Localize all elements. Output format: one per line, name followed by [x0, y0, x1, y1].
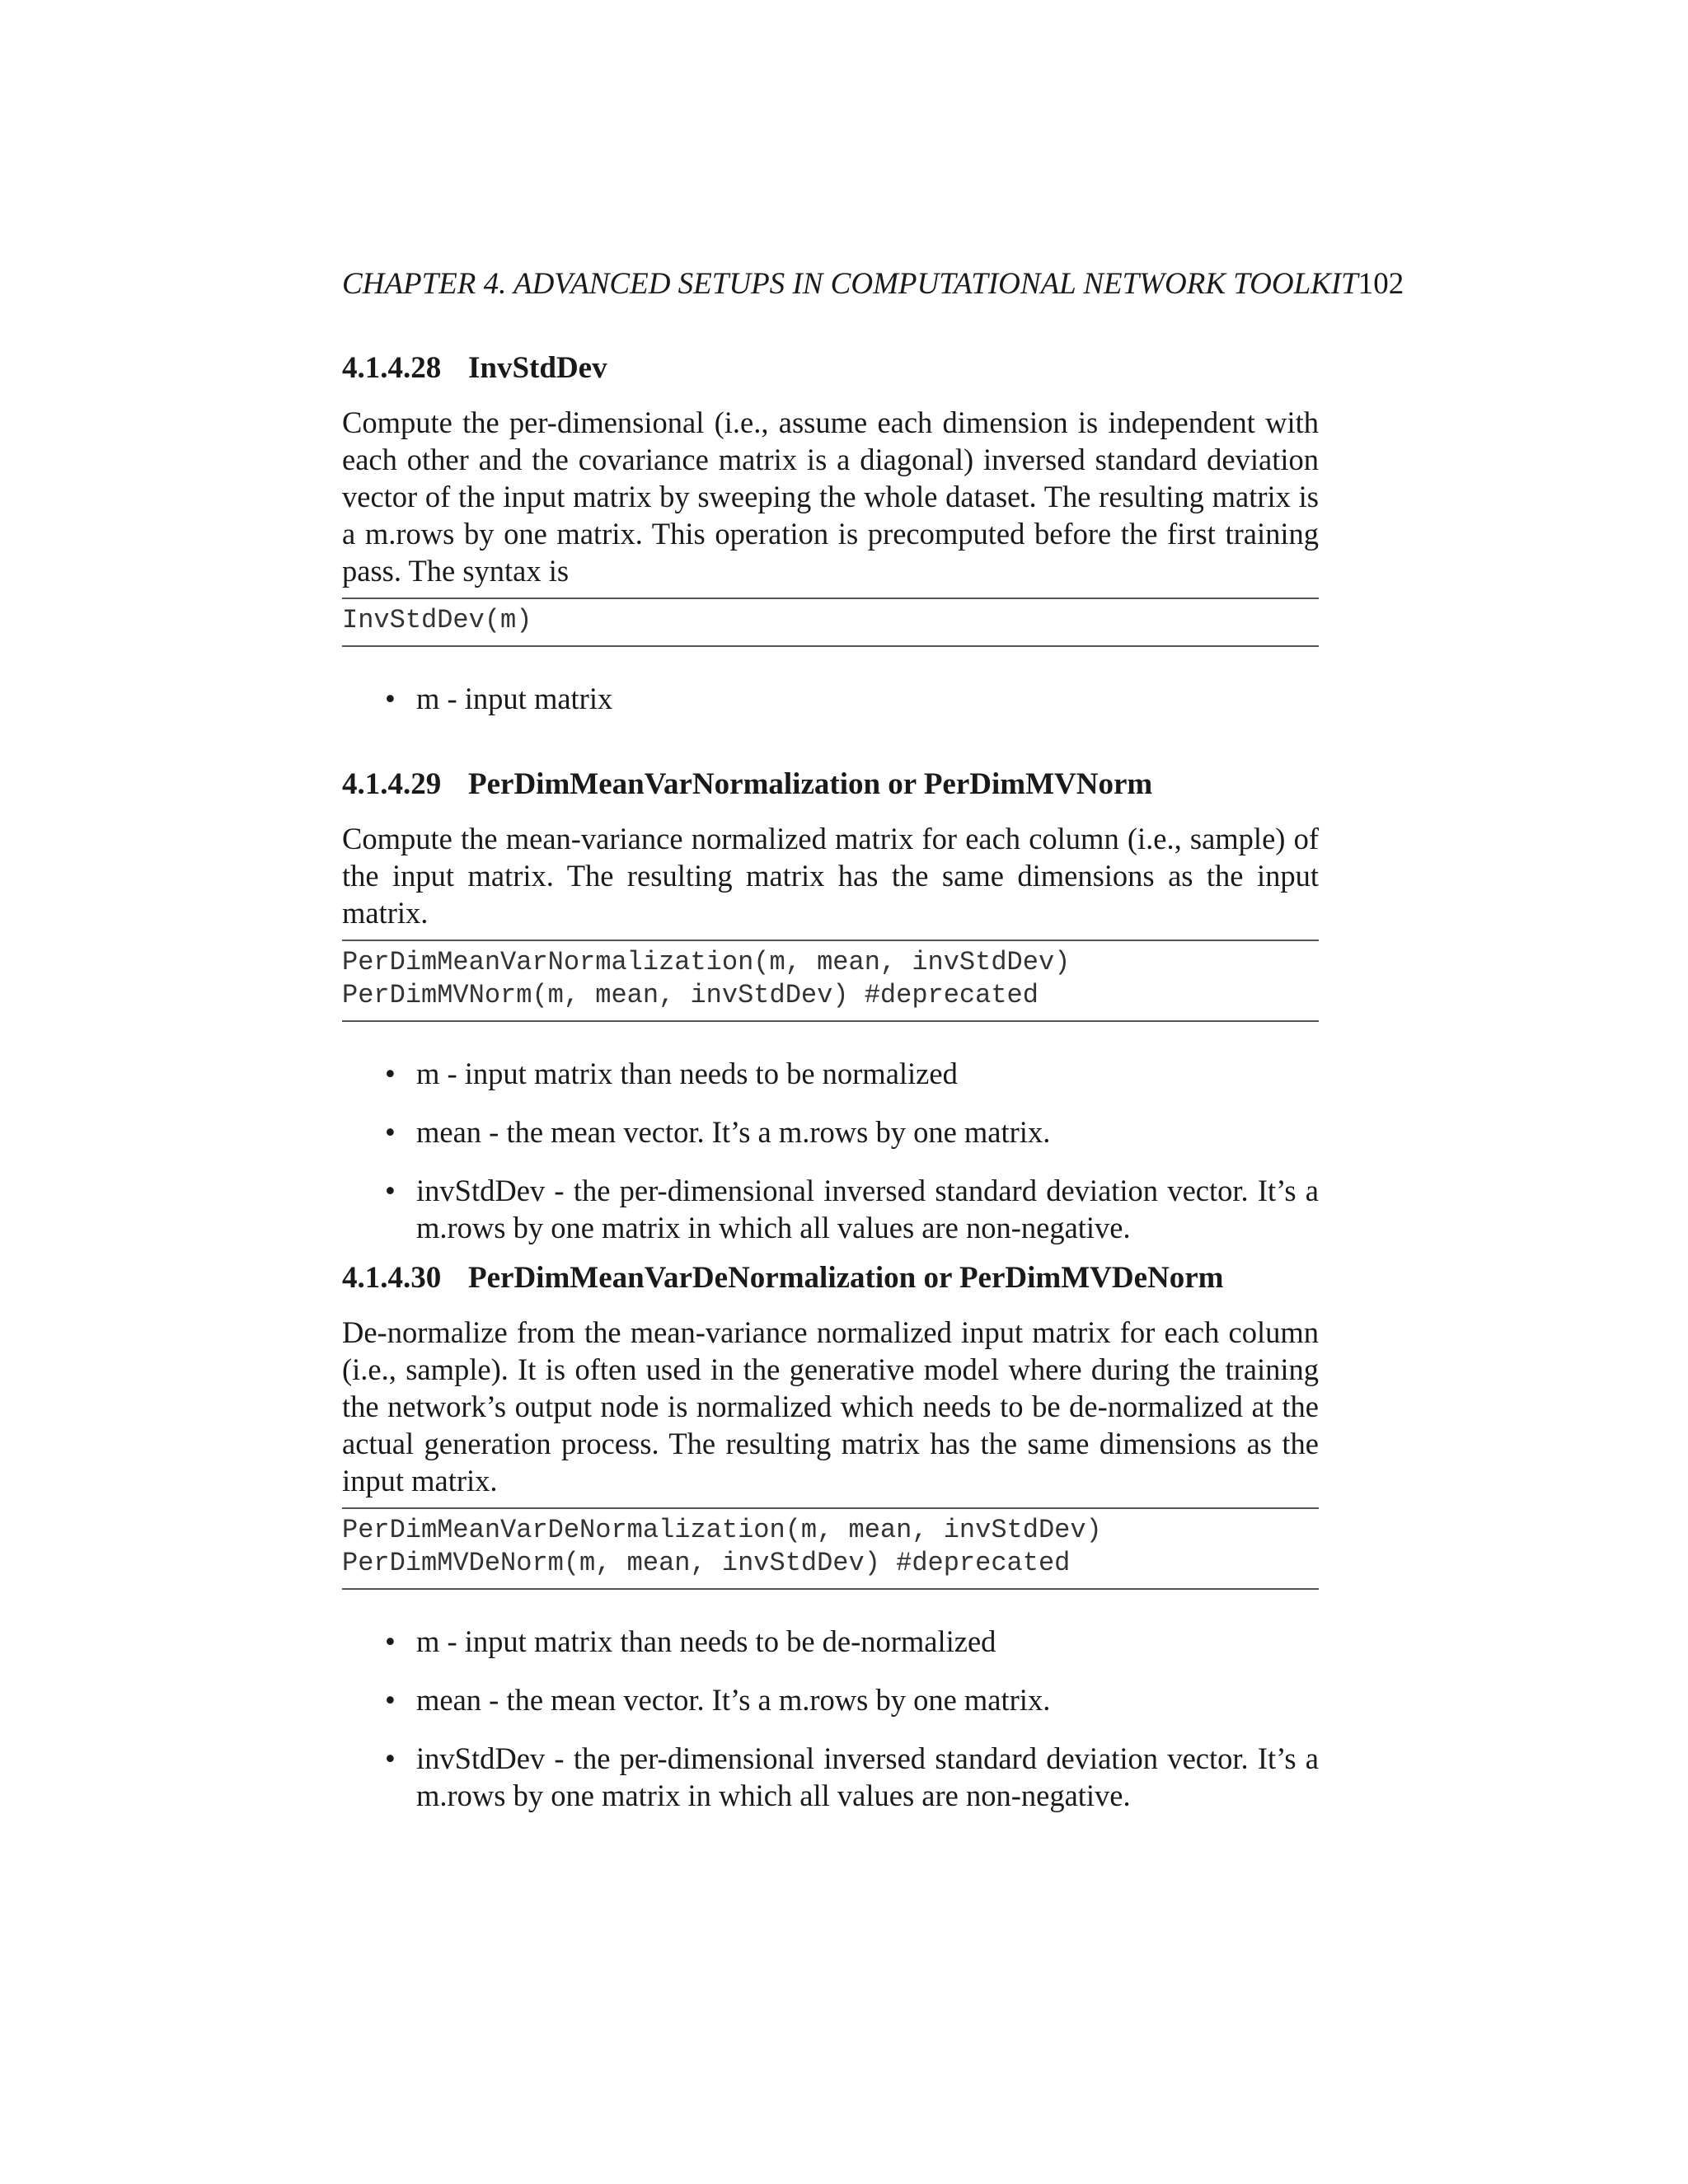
- bullet-icon: •: [385, 1624, 396, 1658]
- list-item: [342, 1740, 1319, 1814]
- section-invstddev: [342, 349, 1319, 738]
- parameter-list: [342, 1055, 1319, 1246]
- section-title: PerDimMeanVarDeNormalization or PerDimMVDeNorm: [468, 1261, 1224, 1295]
- section-perdimmeanvarnormalization: [342, 766, 1319, 1268]
- list-item: [342, 1055, 1319, 1092]
- list-item-text: mean - the mean vector. It’s a m.rows by one matrix.: [416, 1683, 1051, 1717]
- section-paragraph: Compute the mean-variance normalized matrix for each column (i.e., sample) of the input matrix. The resulting matrix has the same dimensions as the input matrix.: [342, 822, 1319, 930]
- running-head: [342, 265, 1422, 303]
- section-number: 4.1.4.29: [342, 767, 442, 801]
- list-item-text: invStdDev - the per-dimensional inversed standard deviation vector. It’s a m.rows by one matrix in which all values are non-negative.: [416, 1741, 1319, 1812]
- chapter-title: CHAPTER 4. ADVANCED SETUPS IN COMPUTATIONAL NETWORK TOOLKIT: [342, 267, 1358, 301]
- list-item-text: m - input matrix: [416, 682, 613, 715]
- bullet-icon: •: [385, 1741, 396, 1775]
- list-item: [342, 1623, 1319, 1660]
- code-block: PerDimMeanVarDeNormalization(m, mean, invStdDev) PerDimMVDeNorm(m, mean, invStdDev) #deprecated: [342, 1507, 1319, 1590]
- section-title: PerDimMeanVarNormalization or PerDimMVNorm: [468, 767, 1153, 801]
- section-perdimmeanvardenormalization: [342, 1259, 1319, 1835]
- list-item: [342, 680, 1319, 717]
- section-heading: [342, 349, 1319, 387]
- section-heading: [342, 1259, 1319, 1297]
- section-number: 4.1.4.30: [342, 1261, 442, 1295]
- section-paragraph: Compute the per-dimensional (i.e., assume each dimension is independent with each other and the covariance matrix is a diagonal) inversed standard deviation vector of the input matrix by sweeping the whole dataset. The resulting matrix is a m.rows by one matrix. This operation is precomputed before the first training pass. The syntax is: [342, 405, 1319, 588]
- parameter-list: [342, 1623, 1319, 1814]
- list-item: [342, 1113, 1319, 1151]
- bullet-icon: •: [385, 1174, 396, 1207]
- code-block: PerDimMeanVarNormalization(m, mean, invStdDev) PerDimMVNorm(m, mean, invStdDev) #deprecated: [342, 940, 1319, 1022]
- page-number: 102: [1357, 267, 1404, 301]
- section-heading: [342, 766, 1319, 804]
- bullet-icon: •: [385, 1057, 396, 1090]
- list-item-text: invStdDev - the per-dimensional inversed standard deviation vector. It’s a m.rows by one matrix in which all values are non-negative.: [416, 1174, 1319, 1244]
- bullet-icon: •: [385, 1683, 396, 1717]
- section-paragraph: De-normalize from the mean-variance normalized input matrix for each column (i.e., sample). It is often used in the generative model where during the training the network’s output node is normalized which needs to be de-normalized at the actual generation process. The resulting matrix has the same dimensions as the input matrix.: [342, 1315, 1319, 1497]
- list-item: [342, 1172, 1319, 1246]
- list-item-text: m - input matrix than needs to be normalized: [416, 1057, 958, 1090]
- bullet-icon: •: [385, 1115, 396, 1149]
- list-item-text: m - input matrix than needs to be de-normalized: [416, 1624, 996, 1658]
- code-block: InvStdDev(m): [342, 598, 1319, 647]
- parameter-list: [342, 680, 1319, 717]
- bullet-icon: •: [385, 682, 396, 715]
- list-item: [342, 1681, 1319, 1718]
- list-item-text: mean - the mean vector. It’s a m.rows by one matrix.: [416, 1115, 1051, 1149]
- section-number: 4.1.4.28: [342, 351, 442, 385]
- section-title: InvStdDev: [468, 351, 607, 385]
